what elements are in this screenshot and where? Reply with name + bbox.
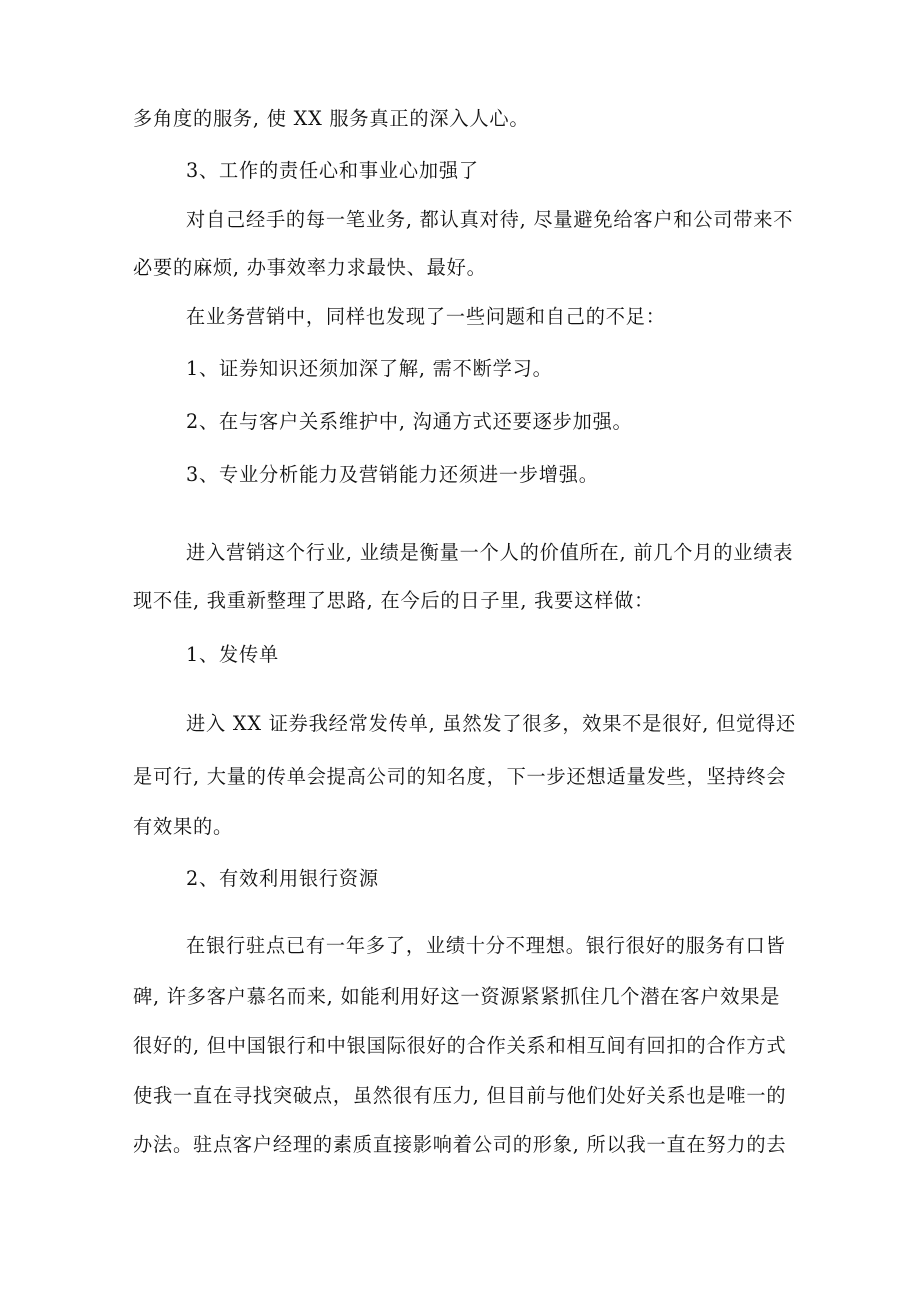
section-heading: 3、工作的责任心和事业心加强了 bbox=[186, 159, 479, 182]
paragraph-line: 办法。驻点客户经理的素质直接影响着公司的形象, 所以我一直在努力的去 bbox=[133, 1133, 787, 1156]
paragraph-line: 使我一直在寻找突破点，虽然很有压力, 但目前与他们处好关系也是唯一的 bbox=[133, 1084, 787, 1107]
paragraph-line: 有效果的。 bbox=[133, 815, 233, 838]
paragraph-line: 对自己经手的每一笔业务, 都认真对待, 尽量避免给客户和公司带来不 bbox=[186, 208, 794, 231]
list-item: 1、证券知识还须加深了解, 需不断学习。 bbox=[186, 357, 553, 380]
paragraph-line: 现不佳, 我重新整理了思路, 在今后的日子里, 我要这样做： bbox=[133, 589, 655, 612]
section-heading: 1、发传单 bbox=[186, 643, 279, 666]
paragraph-line: 是可行, 大量的传单会提高公司的知名度，下一步还想适量发些，坚持终会 bbox=[133, 765, 787, 788]
paragraph-line: 在银行驻点已有一年多了，业绩十分不理想。银行很好的服务有口皆 bbox=[186, 934, 786, 957]
paragraph-line: 多角度的服务, 使 XX 服务真正的深入人心。 bbox=[133, 107, 530, 130]
section-heading: 2、有效利用银行资源 bbox=[186, 867, 379, 890]
paragraph-line: 碑, 许多客户慕名而来, 如能利用好这一资源紧紧抓住几个潜在客户效果是 bbox=[133, 985, 781, 1008]
paragraph-line: 很好的, 但中国银行和中银国际很好的合作关系和相互间有回扣的合作方式 bbox=[133, 1034, 787, 1057]
paragraph-line: 必要的麻烦, 办事效率力求最快、最好。 bbox=[133, 256, 487, 279]
paragraph-line: 进入营销这个行业, 业绩是衡量一个人的价值所在, 前几个月的业绩表 bbox=[186, 541, 794, 564]
list-item: 3、专业分析能力及营销能力还须进一步增强。 bbox=[186, 463, 599, 486]
paragraph-line: 进入 XX 证券我经常发传单, 虽然发了很多，效果不是很好, 但觉得还 bbox=[186, 712, 796, 735]
list-item: 2、在与客户关系维护中, 沟通方式还要逐步加强。 bbox=[186, 410, 633, 433]
paragraph-line: 在业务营销中，同样也发现了一些问题和自己的不足： bbox=[186, 305, 666, 328]
